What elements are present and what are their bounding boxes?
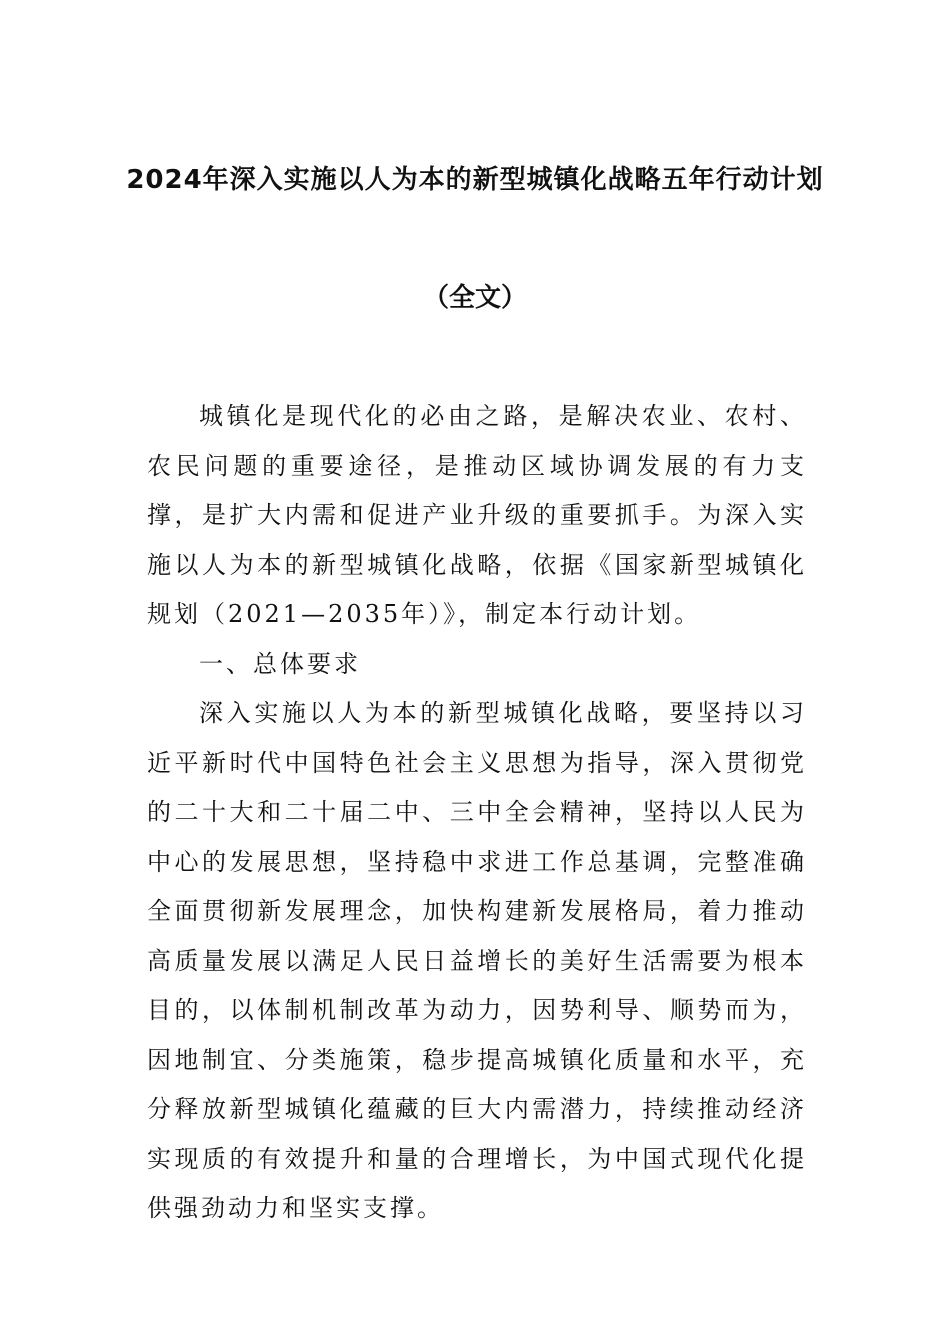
document-subtitle: （全文） xyxy=(422,283,527,313)
paragraph-general-requirements: 深入实施以人为本的新型城镇化战略，要坚持以习近平新时代中国特色社会主义思想为指导，深入贯彻党的二十大和二十届二中、三中全会精神，坚持以人民为中心的发展思想，坚持稳中求进工作总基调，完整准确全面贯彻新发展理念，加快构建新发展格局，着力推动高质量发展以满足人民日益增长的美好生活需要为根本目的，以体制机制改革为动力，因势利导、顺势而为，因地制宜、分类施策，稳步提高城镇化质量和水平，充分释放新型城镇化蕴藏的巨大内需潜力，持续推动经济实现质的有效提升和量的合理增长，为中国式现代化提供强劲动力和坚实支撑。 xyxy=(147,699,807,1222)
document-body xyxy=(147,392,807,1234)
section-heading-general-requirements: 一、总体要求 xyxy=(199,649,361,678)
paragraph-intro: 城镇化是现代化的必由之路，是解决农业、农村、农民问题的重要途径，是推动区域协调发展的有力支撑，是扩大内需和促进产业升级的重要抓手。为深入实施以人为本的新型城镇化战略，依据《国家新型城镇化规划（2021—2035年）》，制定本行动计划。 xyxy=(147,402,807,628)
document-title: 2024年深入实施以人为本的新型城镇化战略五年行动计划 xyxy=(126,165,824,195)
